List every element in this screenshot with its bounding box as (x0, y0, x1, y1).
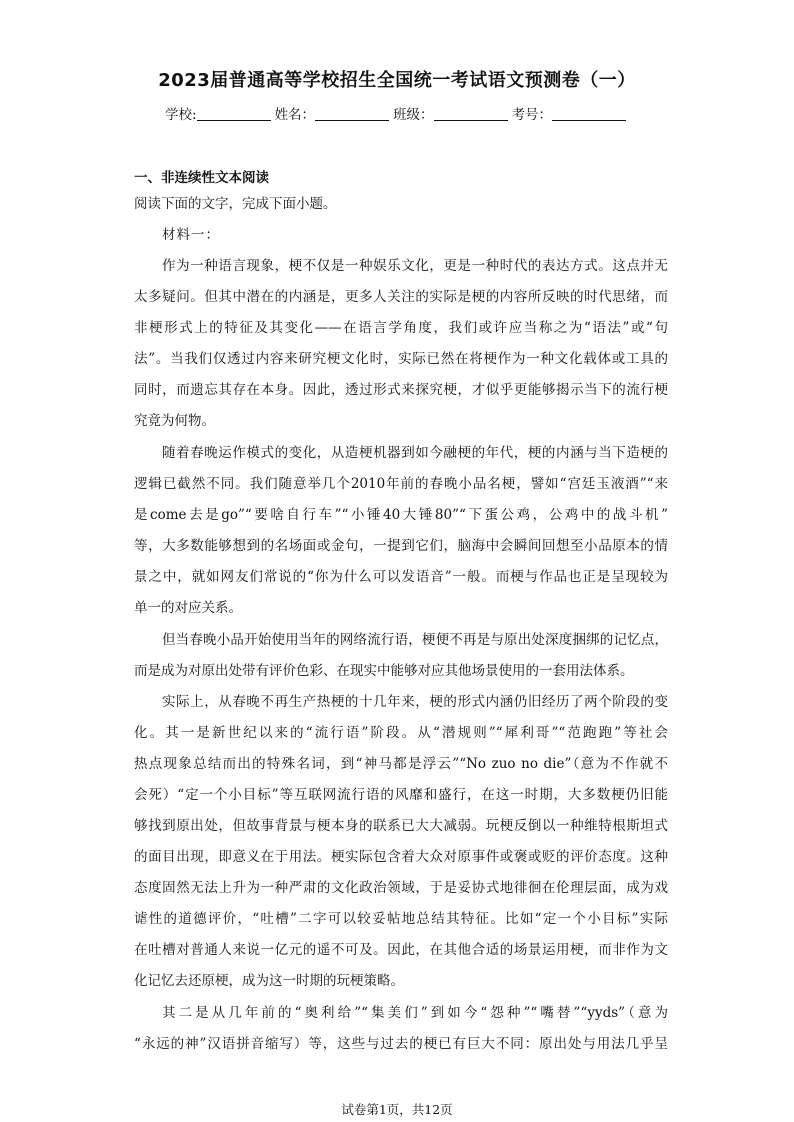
page-footer: 试卷第1页，共12页 (341, 1102, 453, 1117)
number-blank (552, 107, 626, 121)
text-line: 而是成为对原出处带有评价色彩、在现实中能够对应其他场景使用的一套用法体系。 (134, 663, 634, 679)
class-blank (434, 107, 508, 121)
school-blank (197, 107, 271, 121)
text-line: 法”。当我们仅透过内容来研究梗文化时，实际已然在将梗作为一种文化载体或工具的 (134, 351, 668, 367)
text-line: 是come去是go”“要啥自行车”“小锤40大锤80”“下蛋公鸡，公鸡中的战斗机” (134, 507, 668, 523)
text-line: 同时，而遗忘其存在本身。因此，透过形式来探究梗，才似乎更能够揭示当下的流行梗 (134, 382, 668, 398)
text-line: 非梗形式上的特征及其变化——在语言学角度，我们或许应当称之为“语法”或“句 (134, 320, 668, 336)
text-line: 够找到原出处，但故事背景与梗本身的联系已大大减弱。玩梗反倒以一种维特根斯坦式 (134, 818, 668, 834)
text-line: 景之中，就如网友们常说的“你为什么可以发语音”一般。而梗与作品也正是呈现较为 (134, 569, 668, 585)
text-line: 的面目出现，即意义在于用法。梗实际包含着大众对原事件或褒或贬的评价态度。这种 (134, 849, 668, 865)
exam-title: 2023届普通高等学校招生全国统一考试语文预测卷（一） (158, 70, 636, 91)
text-line: 实际上，从春晚不再生产热梗的十几年来，梗的形式内涵仍旧经历了两个阶段的变 (162, 694, 668, 710)
text-line: 随着春晚运作模式的变化，从造梗机器到如今融梗的年代，梗的内涵与当下造梗的 (162, 445, 668, 461)
text-line: 在吐槽对普通人来说一亿元的遥不可及。因此，在其他合适的场景运用梗，而非作为文 (134, 942, 668, 958)
text-line: 作为一种语言现象，梗不仅是一种娱乐文化，更是一种时代的表达方式。这点并无 (162, 258, 668, 274)
text-line: 太多疑问。但其中潜在的内涵是，更多人关注的实际是梗的内容所反映的时代思绪，而 (134, 289, 668, 305)
text-line: 其二是从几年前的“奥利给”“集美们”到如今“怨种”“嘴替”“yyds”（意为 (162, 1005, 668, 1021)
text-line: “永远的神”汉语拼音缩写）等，这些与过去的梗已有巨大不同：原出处与用法几乎呈 (134, 1036, 668, 1052)
section-heading: 一、非连续性文本阅读 (134, 170, 269, 186)
text-line: 谑性的道德评价，“吐槽”二字可以较妥帖地总结其特征。比如“定一个小目标”实际 (134, 911, 668, 927)
name-label: 姓名： (274, 107, 316, 123)
number-label: 考号： (511, 107, 553, 123)
instruction-text: 阅读下面的文字，完成下面小题。 (134, 196, 337, 212)
text-line: 化。其一是新世纪以来的“流行语”阶段。从“潜规则”“犀利哥”“范跑跑”等社会 (134, 725, 668, 741)
text-line: 究竟为何物。 (134, 413, 215, 429)
text-line: 会死）“定一个小目标”等互联网流行语的风靡和盛行，在这一时期，大多数梗仍旧能 (134, 787, 668, 803)
material-label: 材料一： (162, 227, 220, 243)
text-line: 态度固然无法上升为一种严肃的文化政治领域，于是妥协式地徘徊在伦理层面，成为戏 (134, 880, 668, 896)
name-blank (315, 107, 389, 121)
text-line: 逻辑已截然不同。我们随意举几个2010年前的春晚小品名梗，譬如“宫廷玉液酒”“来 (134, 476, 668, 492)
school-label: 学校: (165, 107, 197, 123)
text-line: 但当春晚小品开始使用当年的网络流行语，梗便不再是与原出处深度捆绑的记忆点， (162, 632, 668, 648)
class-label: 班级： (393, 107, 434, 123)
student-info-row (165, 103, 685, 123)
text-line: 单一的对应关系。 (134, 600, 242, 616)
text-line: 热点现象总结而出的特殊名词，到“神马都是浮云”“No zuo no die”（意为不作就不 (134, 756, 668, 772)
text-line: 化记忆去还原梗，成为这一时期的玩梗策略。 (134, 973, 404, 989)
text-line: 等，大多数能够想到的名场面或金句，一提到它们，脑海中会瞬间回想至小品原本的情 (134, 538, 668, 554)
